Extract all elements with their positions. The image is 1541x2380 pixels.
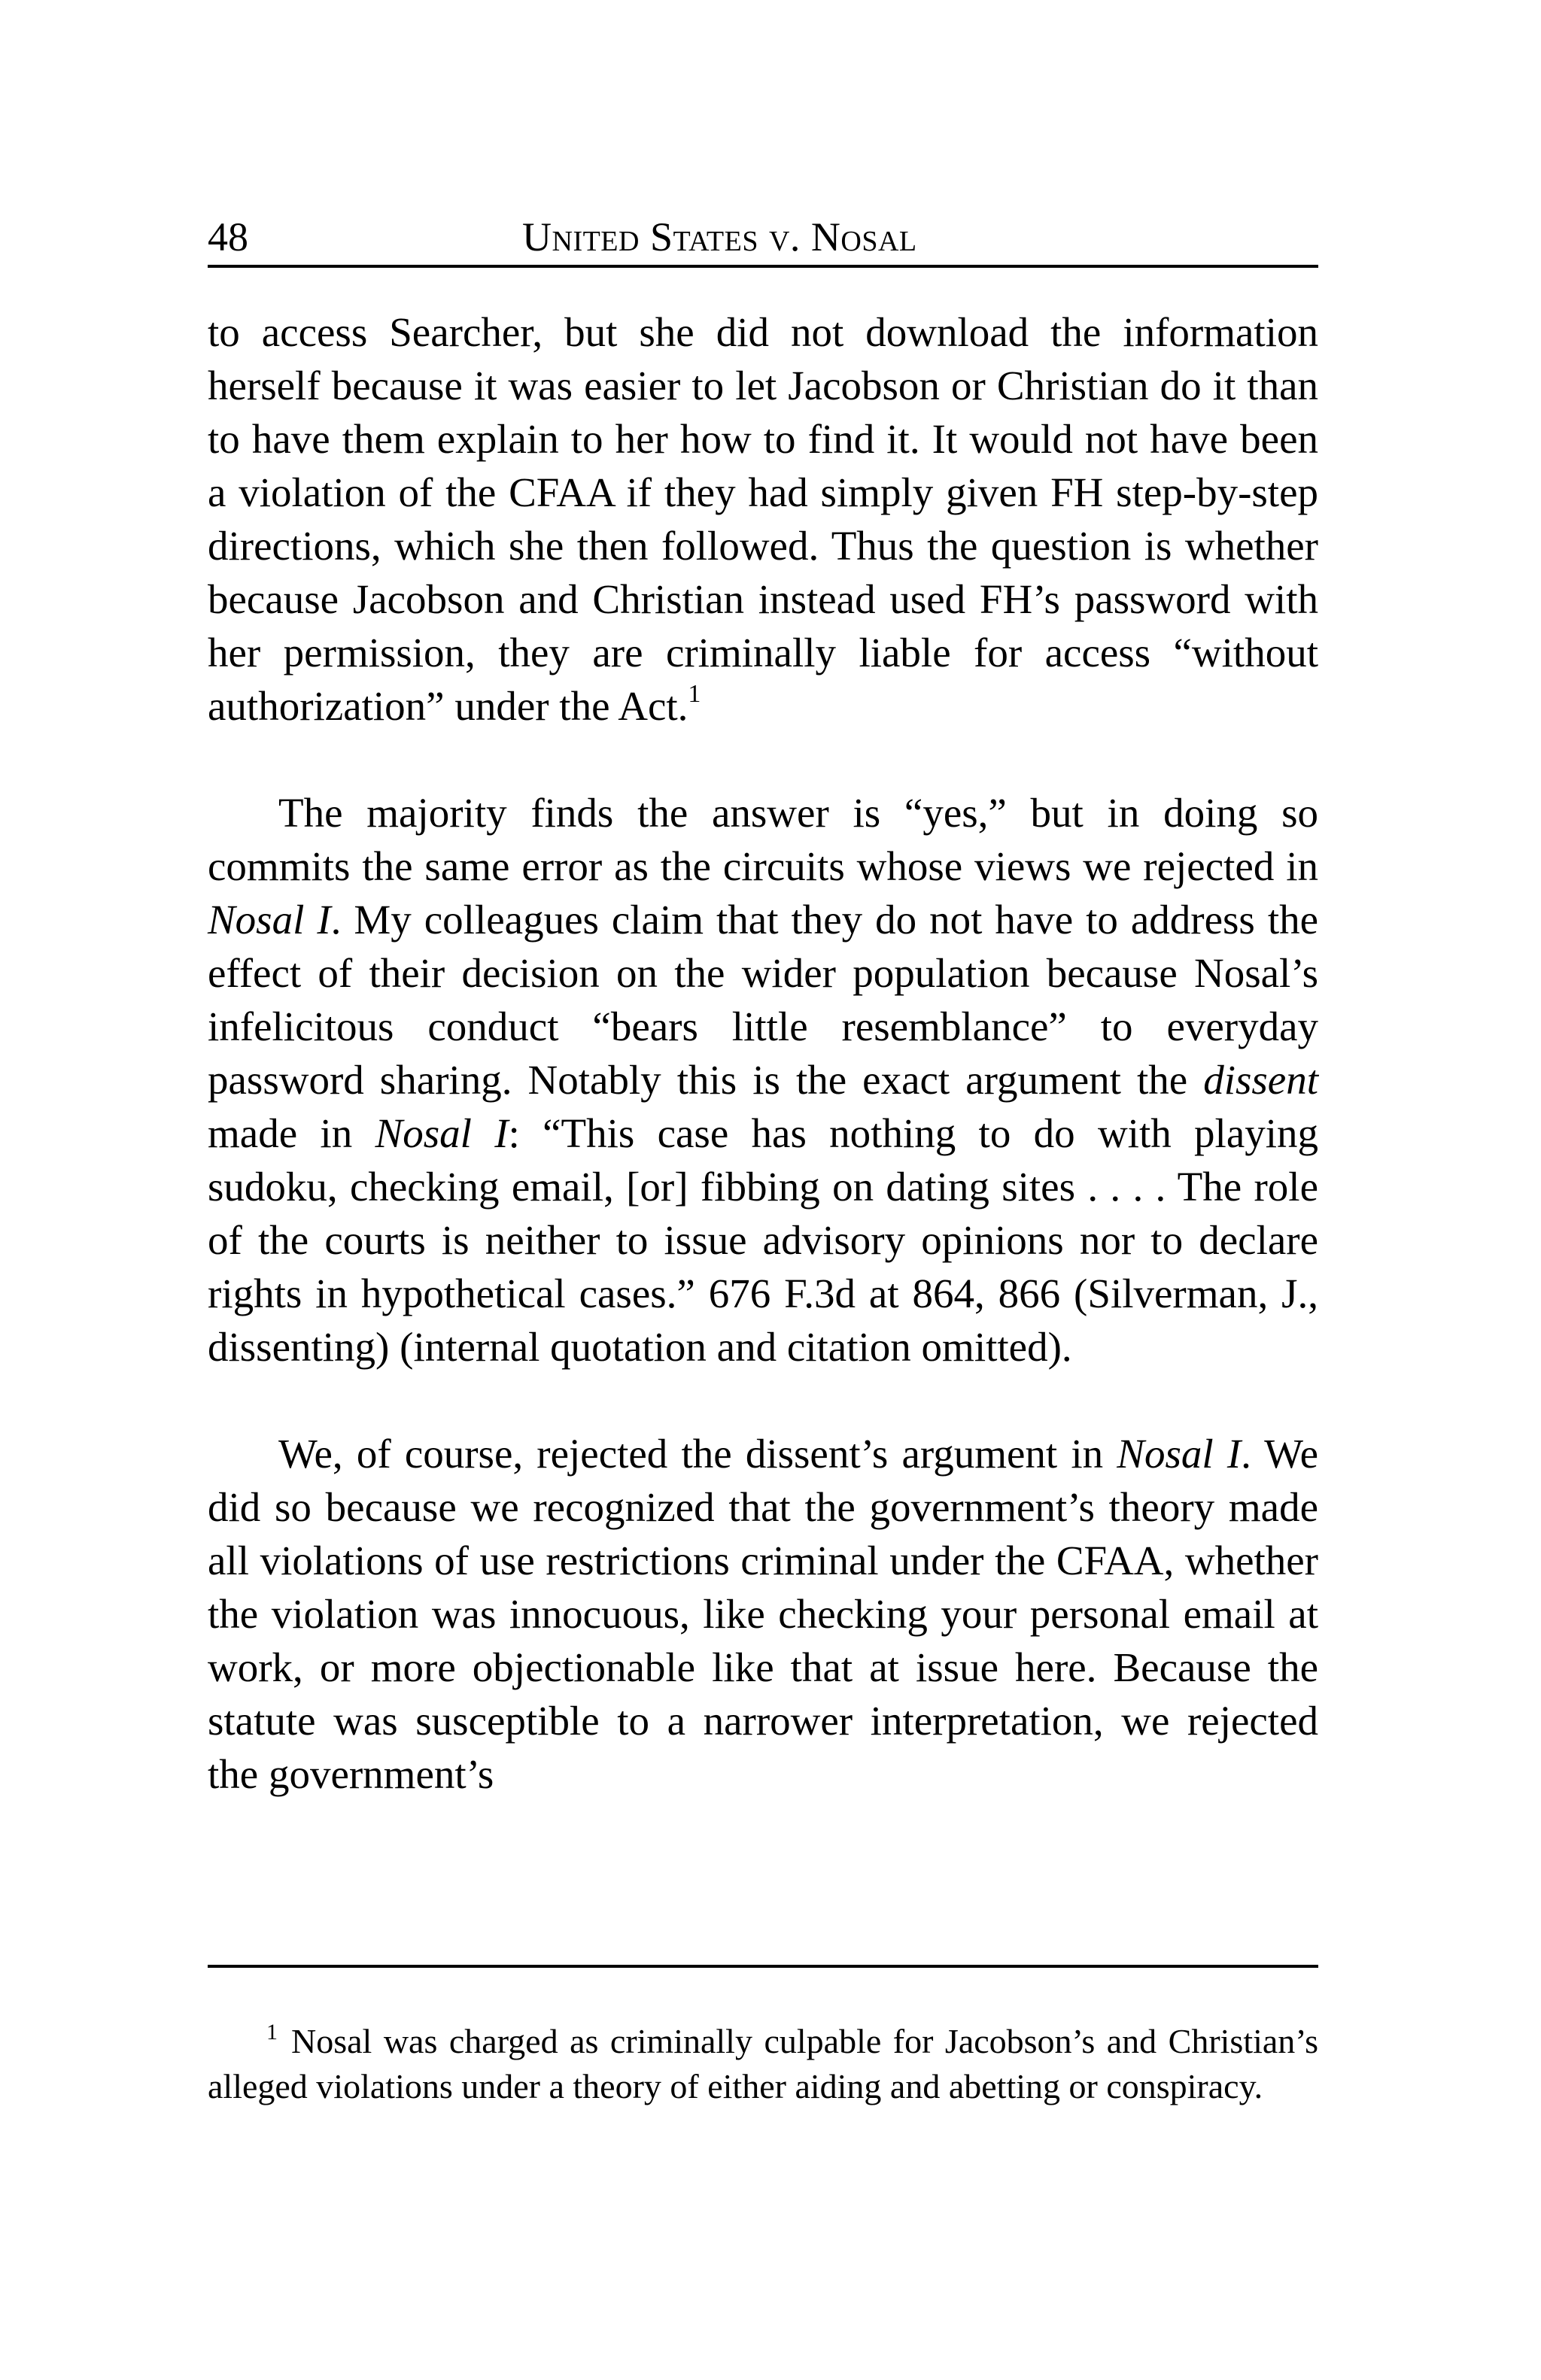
paragraph-2-text-d: : “This case has nothing to do with playing sudoku, checking email, [or] fibbing on dating sites . . . . The role of the courts is neither to issue advisory opinions nor to declare rights in hypothetical cases.” 676 F.3d at 864, 866 (Silverman, J., dissenting) (internal quotation and citation omitted). (208, 1110, 1319, 1370)
paragraph-1 (208, 305, 1318, 733)
page-number: 48 (208, 214, 248, 260)
footnote (208, 2019, 1318, 2109)
paragraph-2-text-c: made in (208, 1110, 375, 1156)
paragraph-3-text-a: We, of course, rejected the dissent’s argument in (278, 1431, 1117, 1477)
case-title: United States v. Nosal (522, 214, 917, 260)
case-name-italic: Nosal I (1117, 1431, 1242, 1477)
dissent-italic: dissent (1203, 1057, 1318, 1103)
paragraph-2 (208, 786, 1318, 1374)
footnote-divider (208, 1965, 1318, 1968)
paragraph-3-text-b: . We did so because we recognized that the government’s theory made all violations of use restrictions criminal under the CFAA, whether the violation was innocuous, like checking your personal email at work, or more objectionable like that at issue here. Because the statute was susceptible to a narrower interpretation, we rejected the government’s (208, 1431, 1318, 1797)
footnote-reference: 1 (688, 680, 701, 708)
document-page (208, 0, 1318, 2380)
case-name-italic: Nosal I (208, 897, 331, 943)
paragraph-2-text-b: . My colleagues claim that they do not have to address the effect of their decision on the wider population because Nosal’s infelicitous conduct “bears little resemblance” to everyday password sharing. Notably this is the exact argument the (208, 897, 1319, 1103)
footnote-text: Nosal was charged as criminally culpable for Jacobson’s and Christian’s alleged violations under a theory of either aiding and abetting or conspiracy. (208, 2022, 1318, 2105)
paragraph-1-text: to access Searcher, but she did not download the information herself because it was easier to let Jacobson or Christian do it than to have them explain to her how to find it. It would not have been a violation of the CFAA if they had simply given FH step-by-step directions, which she then followed. Thus the question is whether because Jacobson and Christian instead used FH’s password with her permission, they are criminally liable for access “without authorization” under the Act. (208, 309, 1318, 729)
paragraph-2-text-a: The majority finds the answer is “yes,” but in doing so commits the same error as the circuits whose views we rejected in (208, 790, 1318, 889)
running-header (208, 209, 1318, 268)
paragraph-3 (208, 1427, 1318, 1801)
case-name-italic: Nosal I (375, 1110, 509, 1156)
footnote-number: 1 (266, 2020, 278, 2045)
body-text (208, 305, 1318, 1854)
